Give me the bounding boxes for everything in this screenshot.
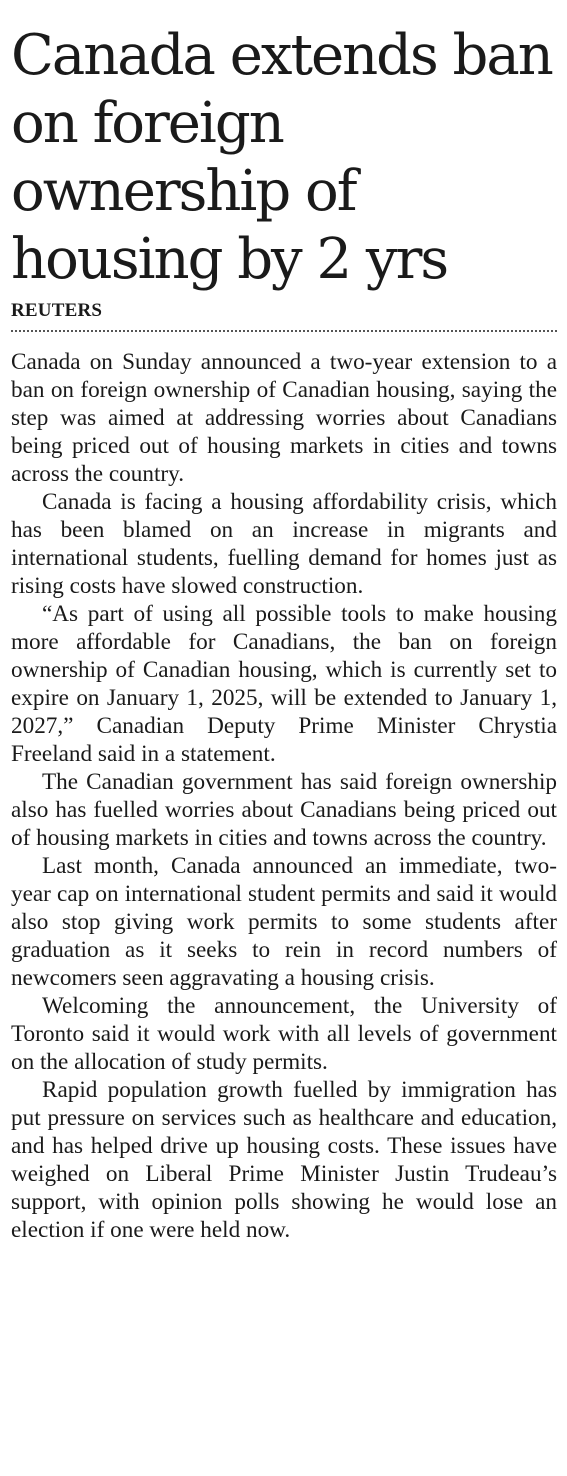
headline: Canada extends ban on foreign ownership of housing by 2 yrs: [11, 23, 552, 292]
paragraph: Last month, Canada announced an immediate, two-year cap on international student permits and said it would also stop giving work permits to some students after graduation as it seeks to rein in record numbers of newcomers seen aggravating a housing crisis.: [11, 853, 557, 991]
news-article: [11, 0, 557, 1244]
article-body: [11, 348, 557, 1244]
paragraph: Canada is facing a housing affordability crisis, which has been blamed on an increase in migrants and international students, fuelling demand for homes just as rising costs have slowed construction.: [11, 489, 557, 599]
paragraph: Rapid population growth fuelled by immigration has put pressure on services such as healthcare and education, and has helped drive up housing costs. These issues have weighed on Liberal Prime Minister Justin Trudeau’s support, with opinion polls showing he would lose an election if one were held now.: [11, 1077, 557, 1243]
paragraph: Canada on Sunday announced a two-year extension to a ban on foreign ownership of Canadian housing, saying the step was aimed at addressing worries about Canadians being priced out of housing markets in cities and towns across the country.: [11, 349, 557, 487]
paragraph: “As part of using all possible tools to make housing more affordable for Canadians, the ban on foreign ownership of Canadian housing, which is currently set to expire on January 1, 2025, will be extended to January 1, 2027,” Canadian Deputy Prime Minister Chrystia Freeland said in a statement.: [11, 601, 557, 767]
paragraph: The Canadian government has said foreign ownership also has fuelled worries about Canadians being priced out of housing markets in cities and towns across the country.: [11, 769, 557, 851]
paragraph: Welcoming the announcement, the University of Toronto said it would work with all levels of government on the allocation of study permits.: [11, 993, 557, 1075]
byline: REUTERS: [11, 300, 103, 321]
dotted-divider: [11, 330, 557, 332]
